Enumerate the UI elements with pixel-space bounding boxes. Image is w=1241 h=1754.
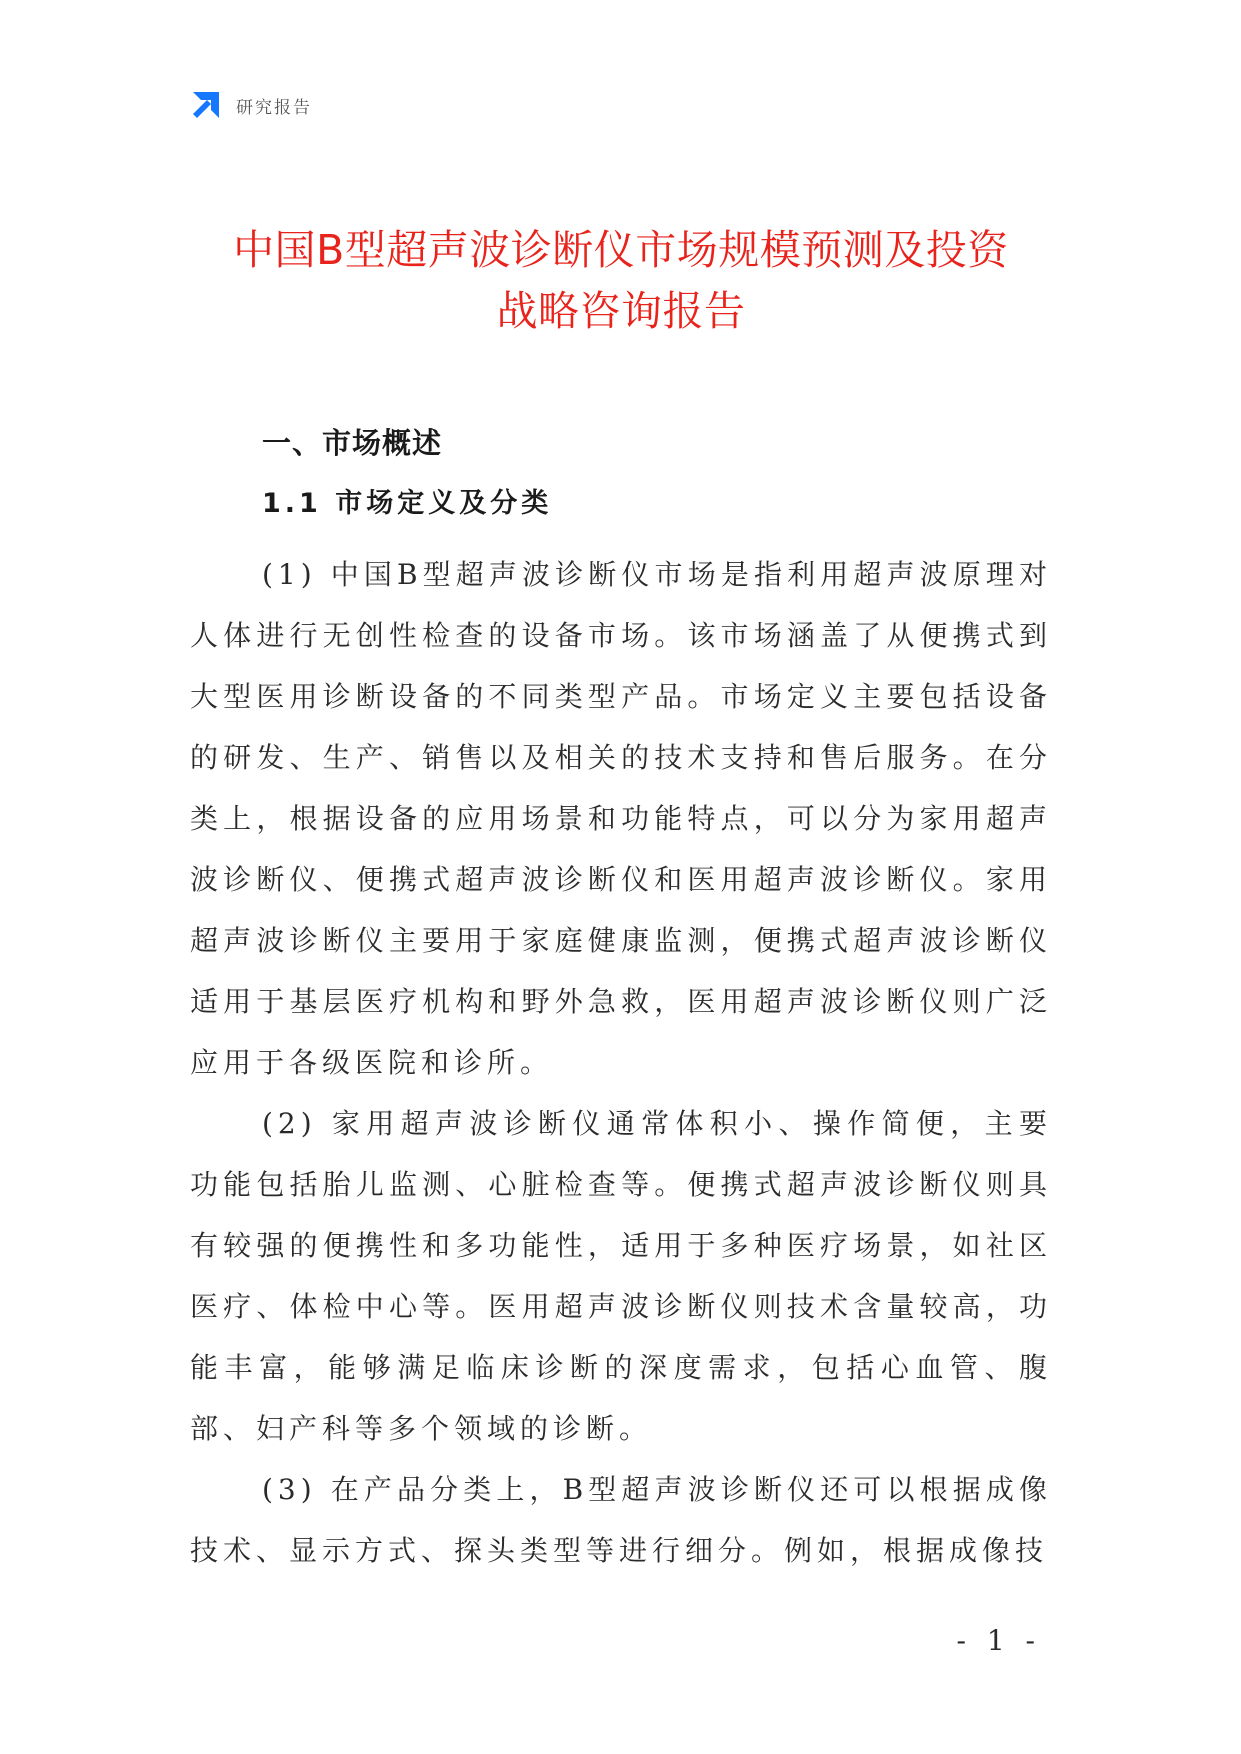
title-line-2: 战略咨询报告: [496, 287, 746, 335]
title-line-1: 中国B型超声波诊断仪市场规模预测及投资: [233, 226, 1009, 274]
paragraph-2: (2) 家用超声波诊断仪通常体积小、操作简便，主要功能包括胎儿监测、心脏检查等。便携式超声波诊断仪则具有较强的便携性和多功能性，适用于多种医疗场景，如社区医疗、体检中心等。医用超声波诊断仪则技术含量较高，功能丰富，能够满足临床诊断的深度需求，包括心血管、腹部、妇产科等多个领域的诊断。: [190, 1107, 1052, 1445]
page-number: - 1 -: [956, 1624, 1041, 1657]
subsection-heading: 1.1 市场定义及分类: [262, 488, 553, 519]
paragraph-3: (3) 在产品分类上，B型超声波诊断仪还可以根据成像技术、显示方式、探头类型等进行细分。例如，根据成像技: [190, 1473, 1052, 1567]
report-type-label: 研究报告: [236, 97, 312, 118]
paragraph-1: (1) 中国B型超声波诊断仪市场是指利用超声波原理对人体进行无创性检查的设备市场。该市场涵盖了从便携式到大型医用诊断设备的不同类型产品。市场定义主要包括设备的研发、生产、销售以及相关的技术支持和售后服务。在分类上，根据设备的应用场景和功能特点，可以分为家用超声波诊断仪、便携式超声波诊断仪和医用超声波诊断仪。家用超声波诊断仪主要用于家庭健康监测，便携式超声波诊断仪适用于基层医疗机构和野外急救，医用超声波诊断仪则广泛应用于各级医院和诊所。: [190, 558, 1052, 1079]
section-heading: 一、市场概述: [262, 426, 443, 460]
report-header: [190, 88, 312, 122]
document-title: [190, 220, 1052, 342]
arrow-up-right-icon: [190, 89, 222, 121]
document-body: [190, 418, 1052, 1581]
